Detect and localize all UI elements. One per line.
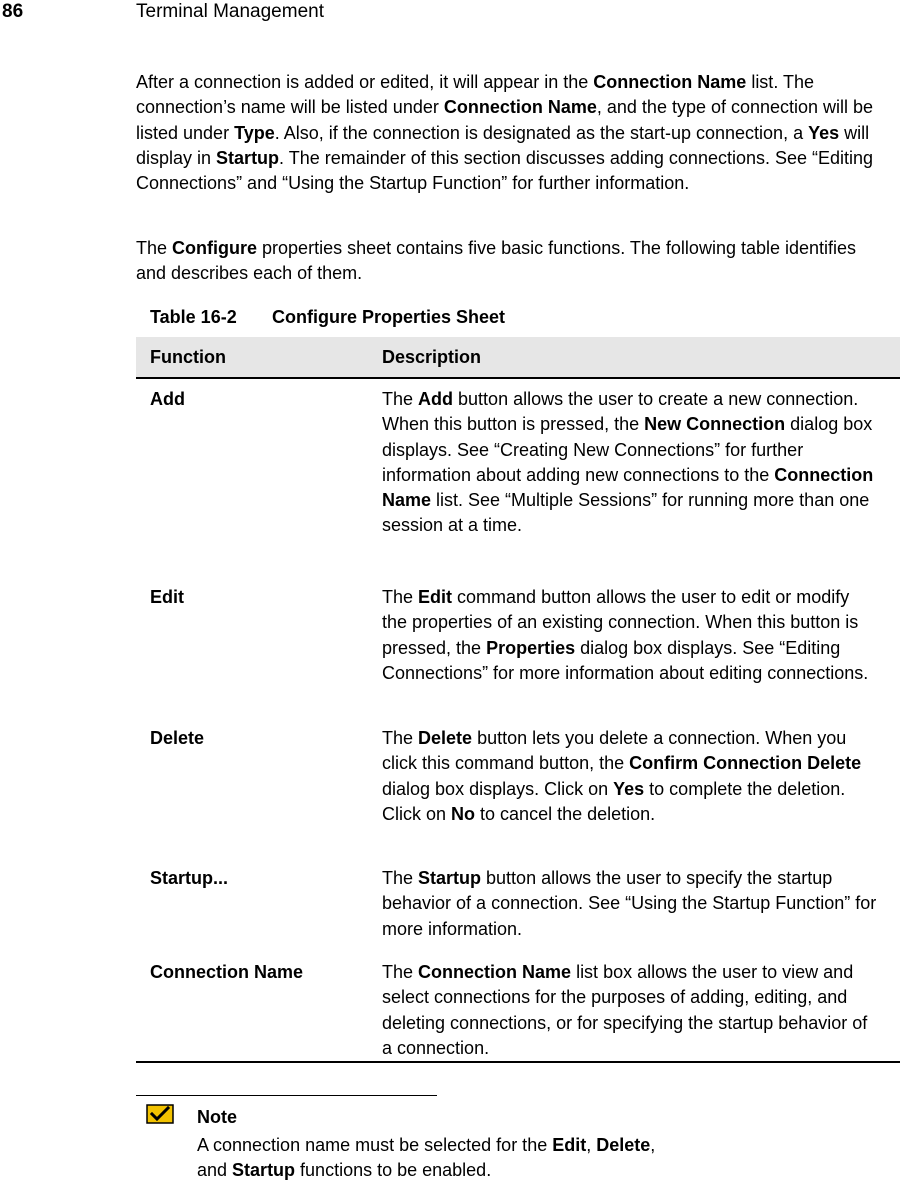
note-text: A connection name must be selected for the Edit, Delete, and Startup functions to be enabled. — [197, 1135, 656, 1181]
table-row-add — [136, 387, 900, 585]
note-title: Note — [197, 1107, 237, 1127]
checkmark-note-icon — [146, 1104, 174, 1124]
table-row-connection-name — [136, 960, 900, 1064]
configure-paragraph: The Configure properties sheet contains five basic functions. The following table identifies and describes each of them. — [136, 238, 857, 284]
row-description: The Edit command button allows the user to edit or modify the properties of an existing connection. When this button is pressed, the Properties dialog box displays. See “Editing Connections” for more information about editing connections. — [382, 587, 869, 683]
table-row-delete — [136, 726, 900, 866]
header-function: Function — [150, 346, 226, 367]
note-rule — [136, 1095, 437, 1096]
table-caption-number: Table 16-2 — [150, 307, 237, 327]
row-description: The Startup button allows the user to specify the startup behavior of a connection. See “Using the Startup Function” for more information. — [382, 868, 877, 939]
table-header-row — [136, 337, 900, 379]
row-function: Add — [150, 389, 185, 409]
header-description: Description — [382, 346, 482, 367]
table-caption-title: Configure Properties Sheet — [272, 307, 506, 327]
configure-properties-table — [136, 337, 900, 1064]
table-row-startup — [136, 866, 900, 960]
page-number: 86 — [2, 1, 24, 22]
row-description: The Add button allows the user to create a new connection. When this button is pressed, the New Connection dialog box displays. See “Creating New Connections” for further information about adding new connections to the Connection Name list. See “Multiple Sessions” for running more than one session at a time. — [382, 389, 874, 536]
row-function: Delete — [150, 728, 205, 748]
row-description: The Connection Name list box allows the user to view and select connections for the purposes of adding, editing, and deleting connections, or for specifying the startup behavior of a connection. — [382, 962, 868, 1058]
table-caption — [150, 305, 505, 329]
row-function: Connection Name — [150, 962, 304, 982]
row-description: The Delete button lets you delete a connection. When you click this command button, the Confirm Connection Delete dialog box displays. Click on Yes to complete the deletion. Click on No to cancel the deletion. — [382, 728, 862, 824]
intro-paragraph: After a connection is added or edited, it will appear in the Connection Name list. The connection’s name will be listed under Connection Name, and the type of connection will be listed under Type. Also, if the connection is designated as the start-up connection, a Yes will display in Startup. The remainder of this section discusses adding connections. See “Editing Connections” and “Using the Startup Function” for further information. — [136, 72, 874, 194]
table-row-edit — [136, 585, 900, 726]
row-function: Startup... — [150, 868, 229, 888]
table-bottom-rule — [136, 1061, 900, 1063]
running-header: Terminal Management — [136, 1, 324, 22]
row-function: Edit — [150, 587, 184, 607]
